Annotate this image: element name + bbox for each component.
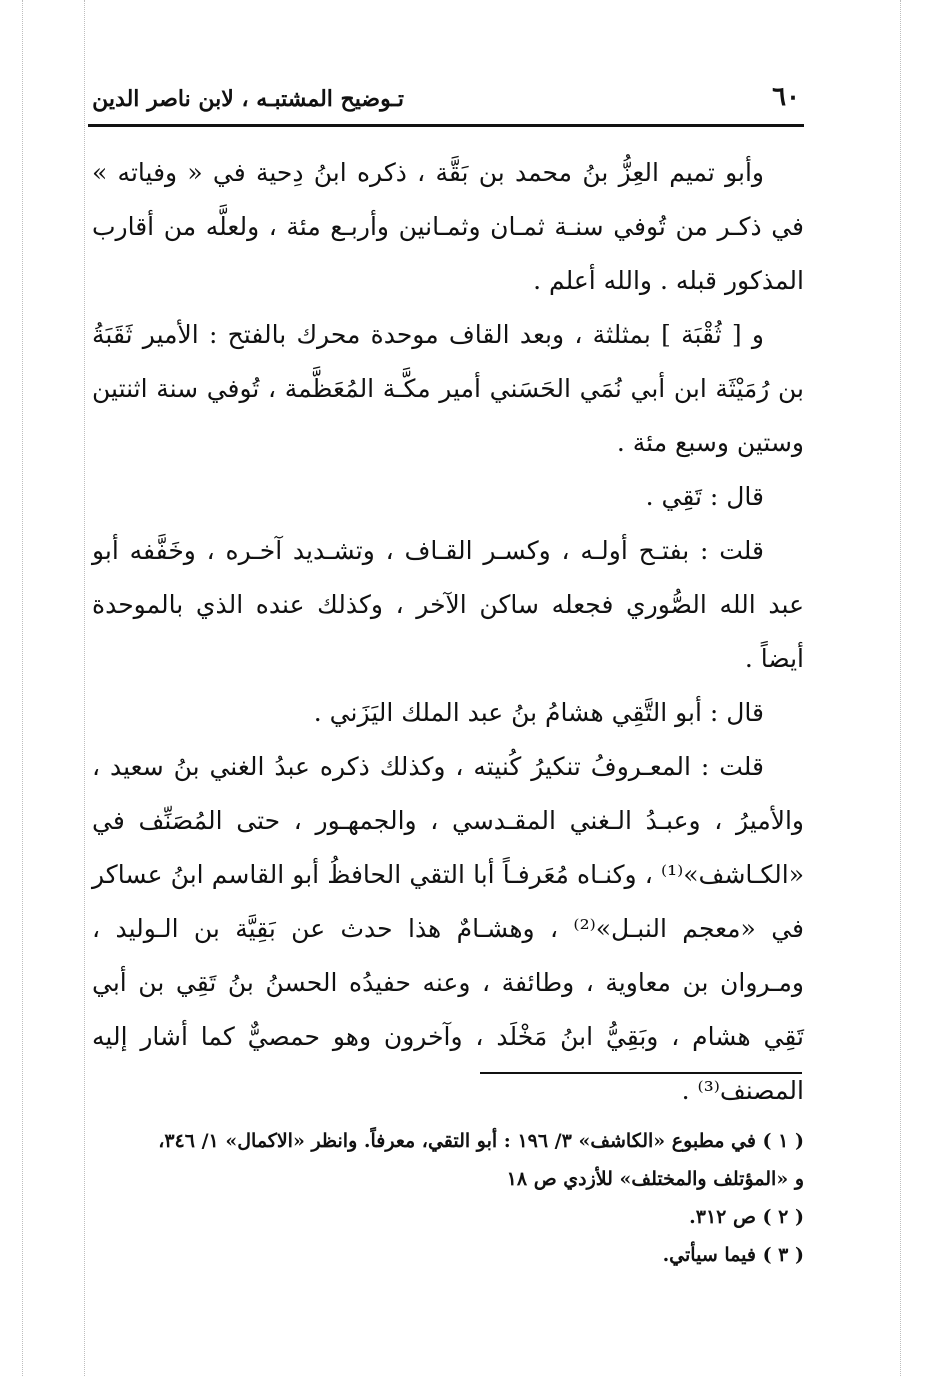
paragraph: وأبو تميم العِزُّ بنُ محمد بن بَقَّة ، ذكره ابنُ دِحية في « وفياته » في ذكـر من تُوفي سنـة ثمـان وثمـانين وأربـع مئة ، ولعلَّه من أقارب المذكور قبله . والله أعلم . bbox=[92, 158, 804, 295]
paragraph: قال : تَقِي . bbox=[645, 482, 764, 511]
margin-guide-left bbox=[22, 0, 23, 1376]
main-text bbox=[92, 146, 804, 1118]
footnote-3: ( ٣ ) فيما سيأتي. bbox=[662, 1244, 804, 1266]
paragraph: قلت : بفتـح أولـه ، وكسـر القـاف ، وتشـديد آخـره ، وخَفَّفه أبو عبد الله الصُّوري فجعله ساكن الآخر ، وكذلك عنده الذي بالموحدة أيضاً . bbox=[92, 536, 804, 673]
margin-guide-left-inner bbox=[84, 0, 85, 1376]
footnote-1: ( ١ ) في مطبوع «الكاشف» ٣/ ١٩٦ : أبو التقي، معرفاً. وانظر «الاكمال» ١/ ٣٤٦، bbox=[158, 1130, 804, 1152]
page-number: ٦٠ bbox=[772, 82, 800, 112]
page-header bbox=[88, 80, 804, 120]
paragraph: و [ ثُقْبَة ] بمثلثة ، وبعد القاف موحدة محرك بالفتح : الأمير ثَقَبَةُ بن رُمَيْثَة ابن أبي نُمَي الحَسَني أمير مكَّـة المُعَظَّمة ، تُوفي سنة اثنتين وستين وسبع مئة . bbox=[92, 320, 804, 457]
running-title: تـوضيح المشتبـه ، لابن ناصر الدين bbox=[92, 86, 404, 112]
paragraph: قال : أبو التَّقِي هشامُ بنُ عبد الملك اليَزَني . bbox=[313, 698, 764, 727]
footnotes bbox=[92, 1122, 804, 1274]
margin-guide-right bbox=[900, 0, 901, 1376]
paragraph: قلت : المعـروفُ تنكيرُ كُنيته ، وكذلك ذكره عبدُ الغني بنُ سعيد ، والأميرُ ، وعبـدُ الـغني المقـدسي ، والجمهـور ، حتى المُصَنِّف في «الكـاشف»⁽¹⁾ ، وكنـاه مُعَرفـاً أبا التقي الحافظُ أبو القاسم ابنُ عساكر في «معجم النبـل»⁽²⁾ ، وهشـامٌ هذا حدث عن بَقِيَّة بن الـوليد ، ومـروان بن معاوية ، وطائفة ، وعنه حفيدُه الحسنُ بنُ تَقِي بن أبي تَقِي هشام ، وبَقِيُّ ابنُ مَخْلَد ، وآخرون وهو حمصيٌّ كما أشار إليه المصنف⁽³⁾ . bbox=[92, 752, 805, 1105]
footnote-divider bbox=[480, 1072, 802, 1074]
footnote-2: ( ٢ ) ص ٣١٢. bbox=[689, 1206, 804, 1228]
footnote-1-continued: و «المؤتلف والمختلف» للأزدي ص ١٨ bbox=[506, 1168, 804, 1190]
header-divider bbox=[88, 124, 804, 127]
